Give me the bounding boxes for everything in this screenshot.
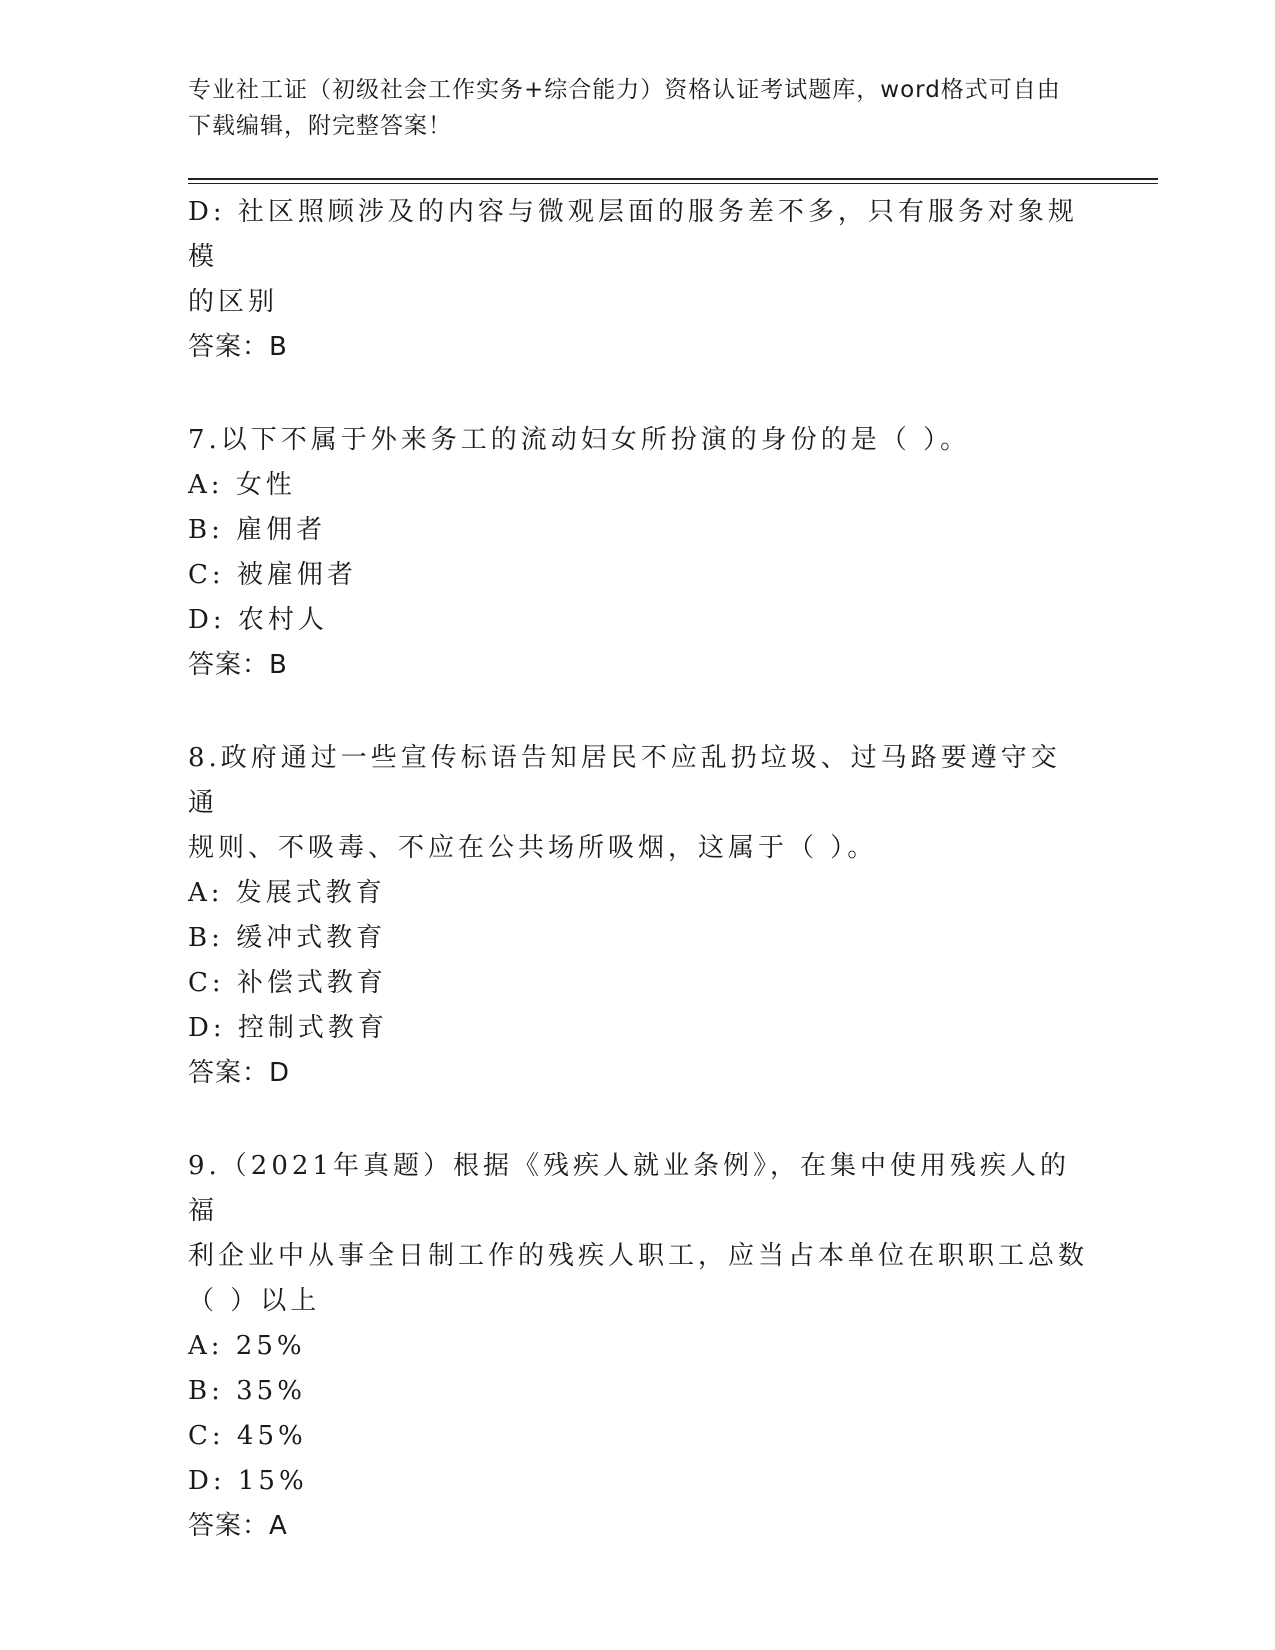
question-stem: 7.以下不属于外来务工的流动妇女所扮演的身份的是（ ）。 — [188, 425, 971, 455]
question-stem-continued: 规则、不吸毒、不应在公共场所吸烟，这属于（ ）。 — [188, 833, 878, 863]
answer-line: 答案：B — [188, 332, 288, 362]
option-a: A: 女性 — [188, 470, 296, 500]
header-rule-thick — [188, 178, 1158, 180]
header-rule-thin — [188, 183, 1158, 184]
question-stem-continued: （ ）以上 — [188, 1286, 321, 1316]
question-stem-continued: 利企业中从事全日制工作的残疾人职工，应当占本单位在职职工总数 — [188, 1241, 1089, 1271]
question-stem: 9.（2021年真题）根据《残疾人就业条例》，在集中使用残疾人的福 — [188, 1151, 1070, 1226]
header-line-1: 专业社工证（初级社会工作实务+综合能力）资格认证考试题库，word格式可自由 — [188, 77, 1061, 103]
answer-line: 答案：D — [188, 1058, 291, 1088]
carryover-question — [188, 190, 1088, 370]
option-a: A: 发展式教育 — [188, 878, 386, 908]
answer-line: 答案：B — [188, 650, 288, 680]
option-c: C: 45% — [188, 1421, 307, 1451]
question-content — [188, 190, 1088, 1549]
header-line-2: 下载编辑，附完整答案！ — [188, 113, 452, 139]
question-9 — [188, 1144, 1088, 1549]
option-d: D: 社区照顾涉及的内容与微观层面的服务差不多，只有服务对象规模 — [188, 197, 1078, 272]
question-8 — [188, 736, 1088, 1096]
option-c: C: 被雇佣者 — [188, 560, 357, 590]
option-d-continued: 的区别 — [188, 287, 279, 317]
option-c: C: 补偿式教育 — [188, 968, 387, 998]
document-header — [188, 72, 1088, 144]
option-d: D: 15% — [188, 1466, 308, 1496]
option-d: D: 农村人 — [188, 605, 328, 635]
option-d: D: 控制式教育 — [188, 1013, 388, 1043]
option-b: B: 缓冲式教育 — [188, 923, 387, 953]
option-b: B: 雇佣者 — [188, 515, 327, 545]
option-b: B: 35% — [188, 1376, 306, 1406]
question-stem: 8.政府通过一些宣传标语告知居民不应乱扔垃圾、过马路要遵守交通 — [188, 743, 1061, 818]
option-a: A: 25% — [188, 1331, 306, 1361]
answer-line: 答案：A — [188, 1511, 288, 1541]
question-7 — [188, 418, 1088, 688]
